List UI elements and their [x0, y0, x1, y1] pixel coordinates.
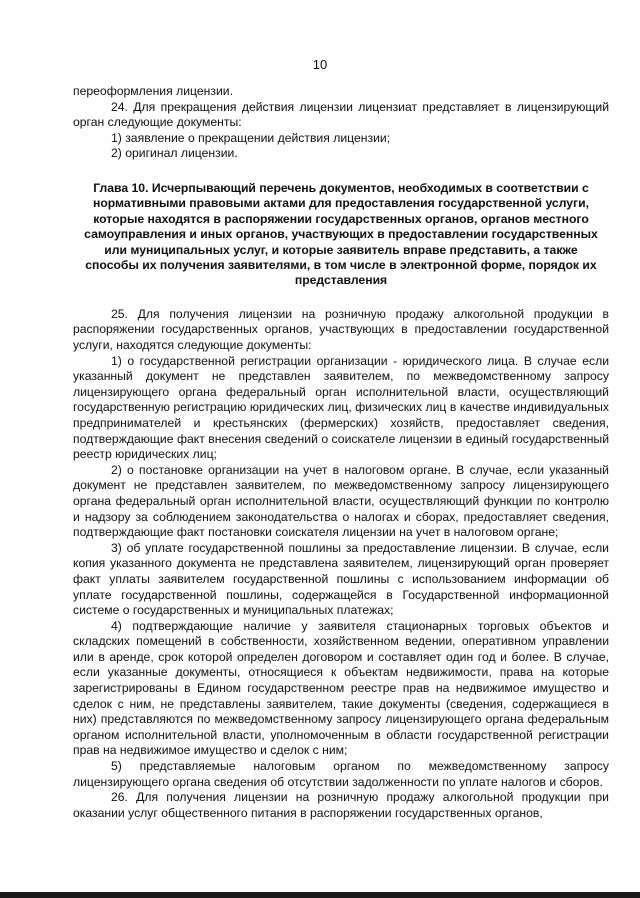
- paragraph-25-item-2: 2) о постановке организации на учет в налоговом органе. В случае, если указанный документ не представлен заявителем, по межведомственному запросу лицензирующего органа федеральный орган исполнительной власти, осуществляющий функции по контролю и надзору за соблюдением законодательства о налогах и сборах, предоставляет сведения, подтверждающие факт постановки соискателя лицензии на учет в налоговом органе;: [73, 462, 609, 540]
- page-number: 10: [312, 57, 328, 72]
- paragraph-25-item-3: 3) об уплате государственной пошлины за предоставление лицензии. В случае, если копия указанного документа не представлена заявителем, лицензирующий орган проверяет факт уплаты заявителем государственной пошлины с использованием информации об уплате государственной пошлины, содержащейся в Государственной информационной системе о государственных и муниципальных платежах;: [73, 540, 609, 618]
- paragraph-24-item-1: 1) заявление о прекращении действия лицензии;: [111, 130, 391, 145]
- paragraph-24-item-2: 2) оригинал лицензии.: [111, 146, 238, 161]
- paragraph-25-item-1: 1) о государственной регистрации организации - юридического лица. В случае если указанный документ не представлен заявителем, по межведомственному запросу лицензирующего органа федеральный орган исполнительной власти, осуществляющий государственную регистрацию юридических лиц, физических лиц в качестве индивидуальных предпринимателей и крестьянских (фермерских) хозяйств, предоставляет сведения, подтверждающие факт внесения сведений о соискателе лицензии в единый государственный реестр юридических лиц;: [73, 353, 609, 462]
- document-body: [73, 84, 609, 821]
- paragraph-continuation: переоформления лицензии.: [73, 84, 233, 98]
- paragraph-24: 24. Для прекращения действия лицензии лицензиат представляет в лицензирующий орган следующие документы:: [73, 99, 609, 130]
- paragraph-25-item-5: 5) представляемые налоговым органом по межведомственному запросу лицензирующего органа сведения об отсутствии задолженности по уплате налогов и сборов.: [73, 759, 609, 789]
- scan-edge-bar: [0, 892, 640, 898]
- paragraph-26: 26. Для получения лицензии на розничную продажу алкогольной продукции при оказании услуг общественного питания в распоряжении государственных органов,: [73, 790, 609, 820]
- paragraph-25-item-4: 4) подтверждающие наличие у заявителя стационарных торговых объектов и складских помещений в собственности, хозяйственном ведении, оперативном управлении или в аренде, срок которой определен договором и составляет один год и более. В случае, если указанные документы, относящиеся к объектам недвижимости, права на которые зарегистрированы в Едином государственном реестре прав на недвижимое имущество и сделок с ним, не представлены заявителем, такие документы (сведения, содержащиеся в них) представляются по межведомственному запросу лицензирующего органа федеральным органом исполнительной власти, уполномоченным в области государственной регистрации прав на недвижимое имущество и сделок с ним;: [73, 618, 609, 758]
- paragraph-25: 25. Для получения лицензии на розничную продажу алкогольной продукции в распоряжении государственных органов, участвующих в предоставлении государственной услуги, находятся следующие документы:: [73, 306, 609, 352]
- chapter-heading: Глава 10. Исчерпывающий перечень документов, необходимых в соответствии с нормативными правовыми актами для предоставления государственной услуги, которые находятся в распоряжении государственных органов, органов местного самоуправления и иных органов, участвующих в предоставлении государственных или муниципальных услуг, и которые заявитель вправе представить, а также способы их получения заявителями, в том числе в электронной форме, порядок их представления: [84, 180, 598, 288]
